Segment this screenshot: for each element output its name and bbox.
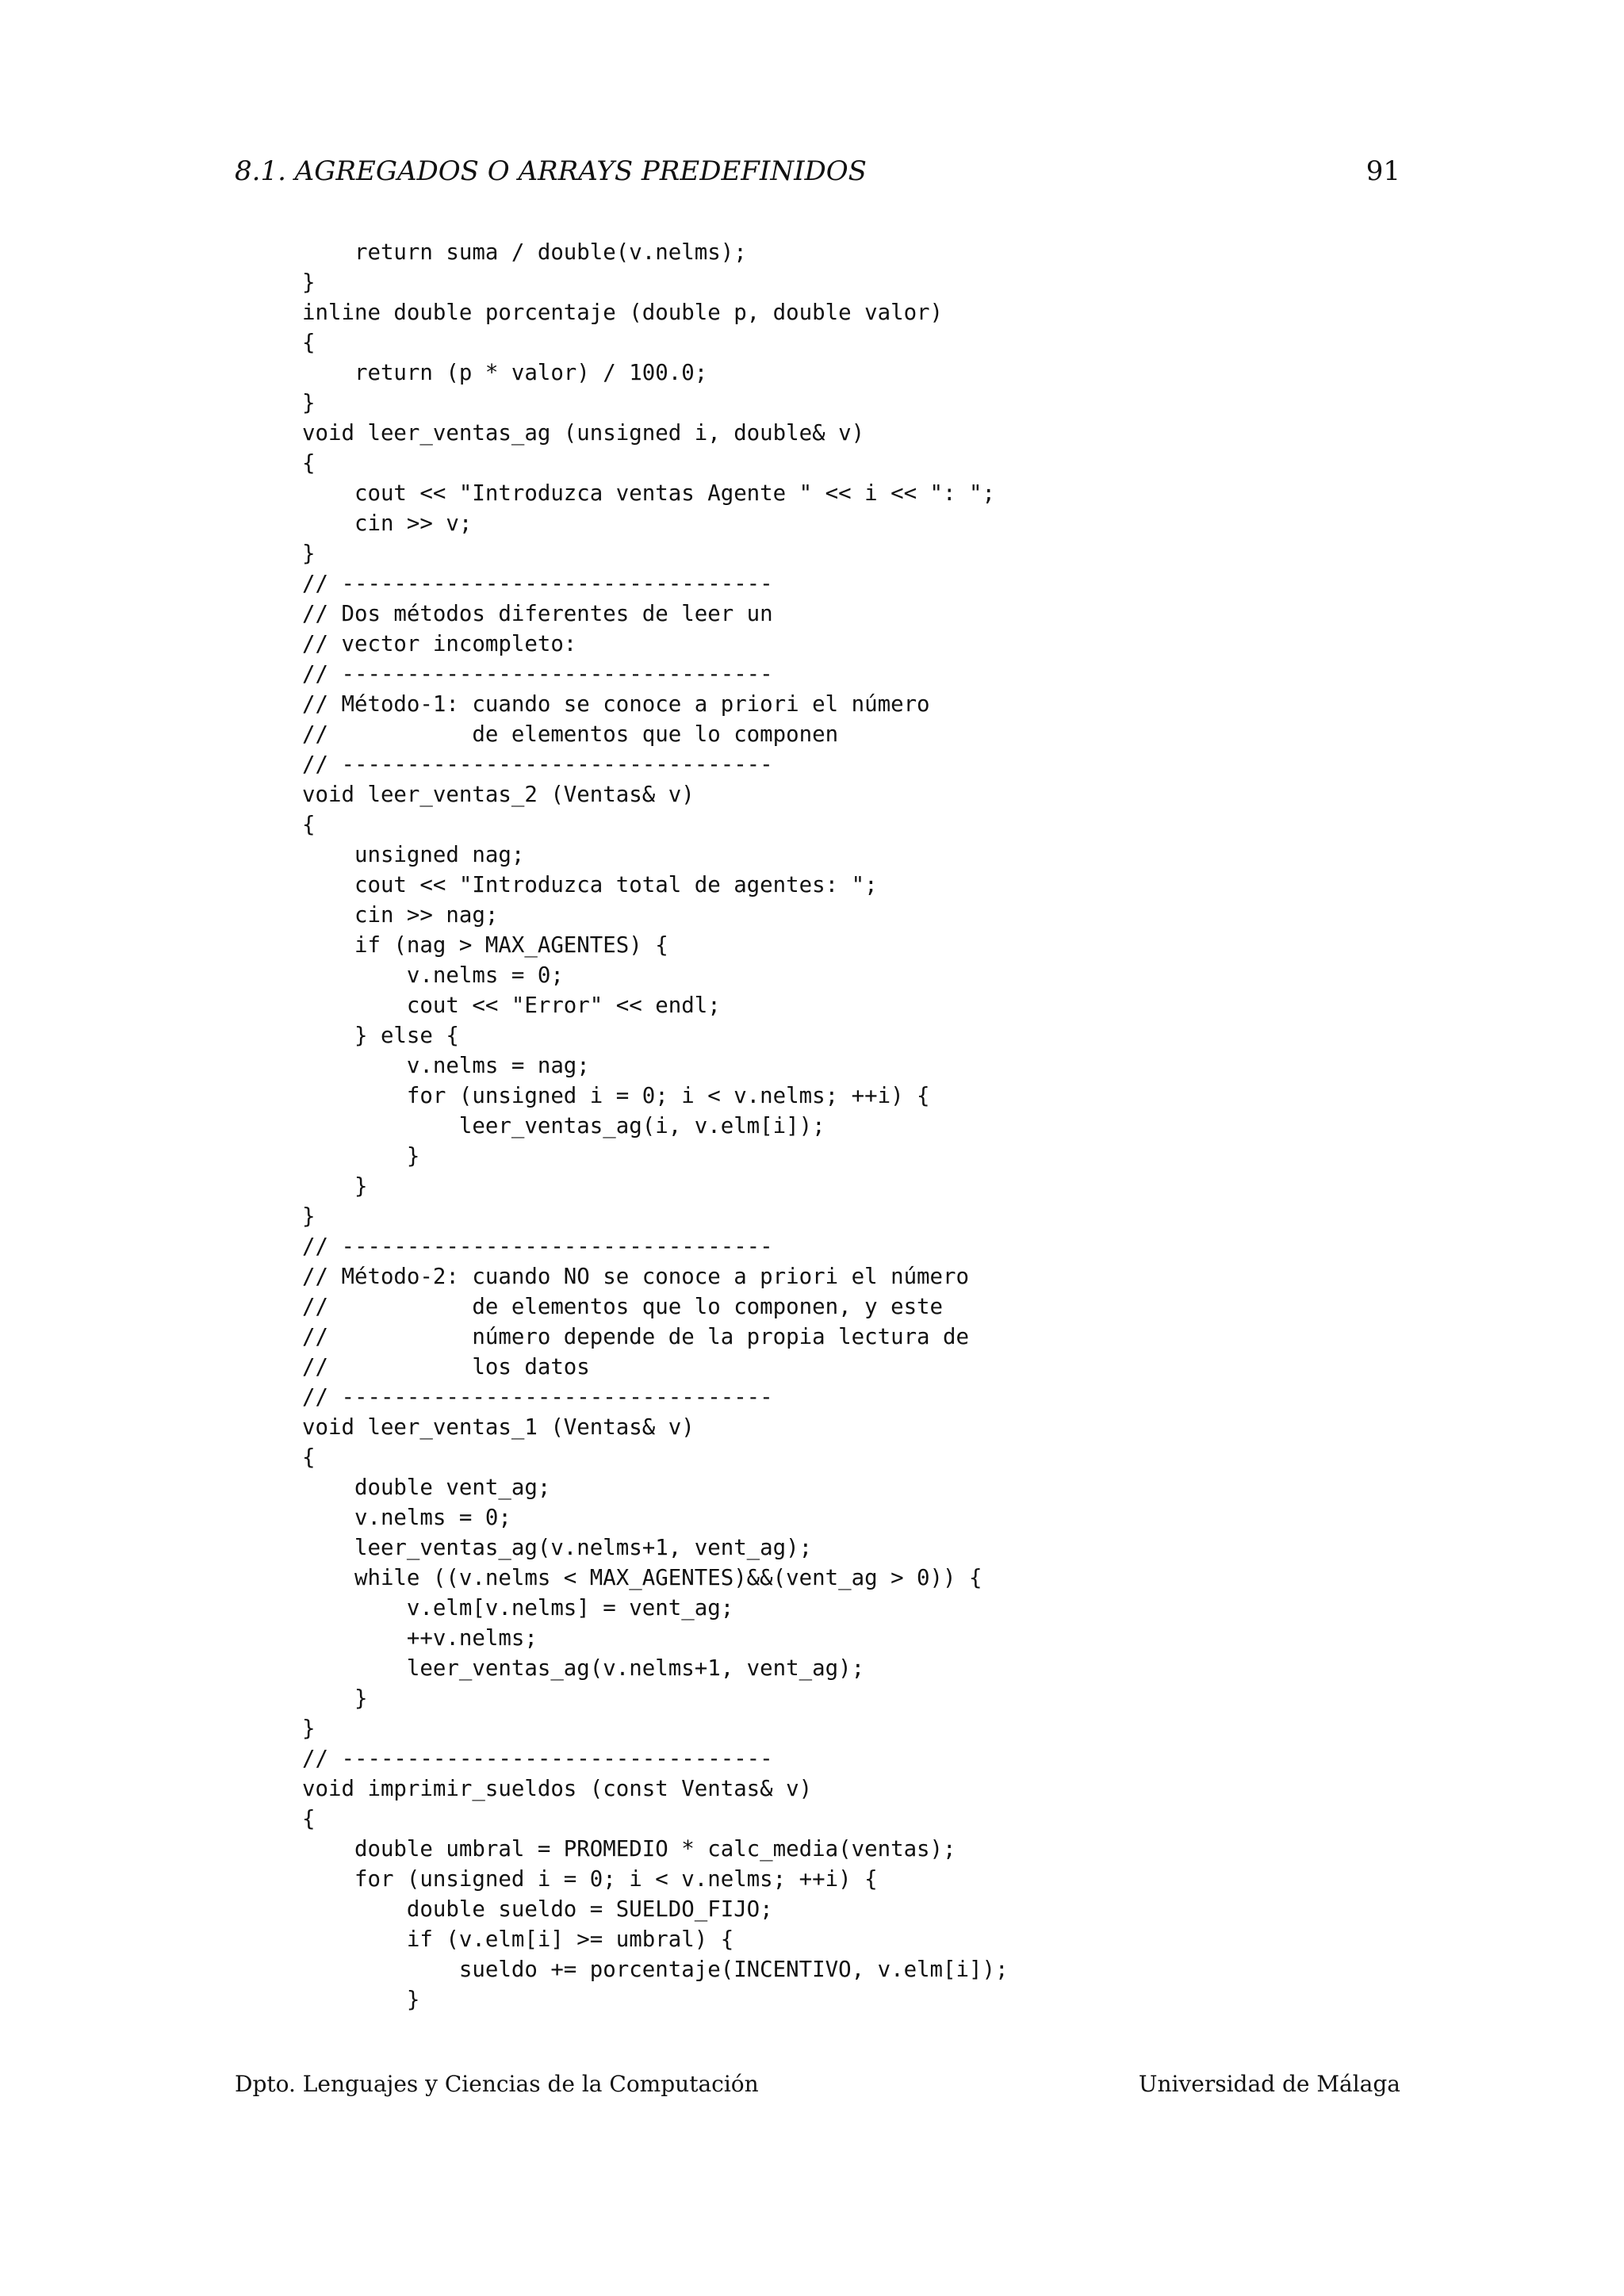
- code-line: for (unsigned i = 0; i < v.nelms; ++i) {: [302, 1084, 930, 1108]
- code-line: leer_ventas_ag(v.nelms+1, vent_ag);: [302, 1536, 813, 1560]
- code-line: sueldo += porcentaje(INCENTIVO, v.elm[i]);: [302, 1957, 1009, 1982]
- code-line: } else {: [302, 1024, 459, 1048]
- code-line: cout << "Error" << endl;: [302, 993, 721, 1018]
- code-line: {: [302, 331, 316, 355]
- code-line: void imprimir_sueldos (const Ventas& v): [302, 1777, 813, 1801]
- code-line: cout << "Introduzca total de agentes: ";: [302, 873, 878, 897]
- code-line: // ---------------------------------: [302, 1234, 773, 1259]
- code-line: // ---------------------------------: [302, 1747, 773, 1771]
- code-line: // Método-2: cuando NO se conoce a priori el número: [302, 1265, 970, 1289]
- code-line: v.nelms = 0;: [302, 1506, 511, 1530]
- code-line: double umbral = PROMEDIO * calc_media(ventas);: [302, 1837, 956, 1862]
- code-line: return suma / double(v.nelms);: [302, 240, 747, 265]
- code-line: while ((v.nelms < MAX_AGENTES)&&(vent_ag > 0)) {: [302, 1566, 982, 1590]
- section-title: 8.1. AGREGADOS O ARRAYS PREDEFINIDOS: [235, 155, 867, 187]
- code-line: void leer_ventas_2 (Ventas& v): [302, 783, 695, 807]
- code-line: // vector incompleto:: [302, 632, 577, 656]
- code-line: }: [302, 1174, 368, 1199]
- code-line: }: [302, 1204, 316, 1229]
- code-line: // Método-1: cuando se conoce a priori el número: [302, 692, 930, 717]
- code-line: double sueldo = SUELDO_FIJO;: [302, 1897, 773, 1922]
- code-line: // de elementos que lo componen, y este: [302, 1295, 944, 1319]
- code-line: double vent_ag;: [302, 1475, 551, 1500]
- code-line: // de elementos que lo componen: [302, 722, 839, 747]
- code-line: }: [302, 1988, 420, 2012]
- code-line: leer_ventas_ag(i, v.elm[i]);: [302, 1114, 825, 1138]
- page-header: [235, 155, 1400, 195]
- code-line: // número depende de la propia lectura de: [302, 1325, 970, 1349]
- code-line: cin >> nag;: [302, 903, 499, 928]
- code-line: ++v.nelms;: [302, 1626, 538, 1651]
- code-line: }: [302, 1144, 420, 1169]
- code-line: cin >> v;: [302, 511, 473, 536]
- code-line: }: [302, 541, 316, 566]
- code-line: }: [302, 1716, 316, 1741]
- code-line: inline double porcentaje (double p, double valor): [302, 300, 944, 325]
- code-line: for (unsigned i = 0; i < v.nelms; ++i) {: [302, 1867, 878, 1892]
- footer-university: Universidad de Málaga: [1138, 2071, 1400, 2097]
- code-line: if (nag > MAX_AGENTES) {: [302, 933, 668, 958]
- code-line: }: [302, 391, 316, 415]
- code-line: cout << "Introduzca ventas Agente " << i << ": ";: [302, 481, 995, 506]
- code-line: // ---------------------------------: [302, 662, 773, 687]
- code-line: {: [302, 1445, 316, 1470]
- code-line: v.elm[v.nelms] = vent_ag;: [302, 1596, 734, 1621]
- code-line: leer_ventas_ag(v.nelms+1, vent_ag);: [302, 1656, 865, 1681]
- code-line: // ---------------------------------: [302, 1385, 773, 1410]
- code-line: v.nelms = 0;: [302, 963, 564, 988]
- code-line: v.nelms = nag;: [302, 1054, 590, 1078]
- code-line: {: [302, 1807, 316, 1831]
- page-number: 91: [1365, 155, 1400, 187]
- code-line: {: [302, 451, 316, 476]
- code-line: // los datos: [302, 1355, 590, 1380]
- code-line: {: [302, 813, 316, 837]
- code-line: }: [302, 270, 316, 295]
- code-line: unsigned nag;: [302, 843, 525, 867]
- code-line: void leer_ventas_1 (Ventas& v): [302, 1415, 695, 1440]
- code-line: if (v.elm[i] >= umbral) {: [302, 1927, 734, 1952]
- footer-department: Dpto. Lenguajes y Ciencias de la Computación: [235, 2071, 759, 2097]
- code-line: // Dos métodos diferentes de leer un: [302, 602, 773, 626]
- code-line: return (p * valor) / 100.0;: [302, 361, 708, 385]
- code-line: // ---------------------------------: [302, 752, 773, 777]
- code-line: }: [302, 1686, 368, 1711]
- code-listing: [302, 238, 1009, 2015]
- code-line: void leer_ventas_ag (unsigned i, double& v): [302, 421, 865, 446]
- code-line: // ---------------------------------: [302, 572, 773, 596]
- page-footer: [235, 2071, 1400, 2110]
